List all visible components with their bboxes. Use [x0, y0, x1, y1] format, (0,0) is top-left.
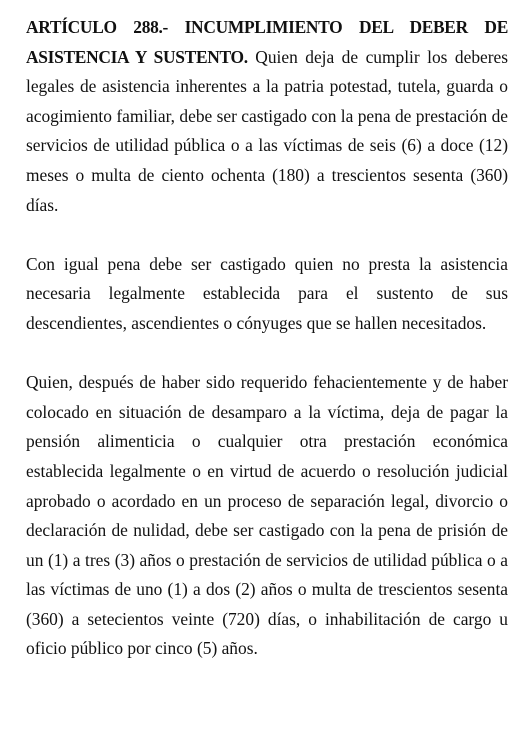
article-first-paragraph — [26, 13, 508, 220]
paragraph-spacer — [26, 339, 508, 369]
article-third-paragraph: Quien, después de haber sido requerido fehacientemente y de haber colocado en situación de desamparo a la víctima, deja de pagar la pensión alimenticia o cualquier otra prestación económica establecida legalmente o en virtud de acuerdo o resolución judicial aprobado o acordado en un proceso de separación legal, divorcio o declaración de nulidad, debe ser castigado con la pena de prisión de un (1) a tres (3) años o prestación de servicios de utilidad pública o a las víctimas de uno (1) a dos (2) años o multa de trescientos sesenta (360) a setecientos veinte (720) días, o inhabilitación de cargo u oficio público por cinco (5) años. — [26, 372, 508, 659]
paragraph-text: Quien deja de cumplir los deberes legales de asistencia inherentes a la patria potestad, tutela, guarda o acogimiento familiar, debe ser castigado con la pena de prestación de servicios de utilidad pública o a las víctimas de seis (6) a doce (12) meses o multa de ciento ochenta (180) a trescientos sesenta (360) días. — [26, 46, 509, 215]
legal-document — [26, 13, 508, 664]
paragraph-spacer — [26, 220, 508, 250]
article-second-paragraph: Con igual pena debe ser castigado quien no presta la asistencia necesaria legalmente establecida para el sustento de sus descendientes, ascendientes o cónyuges que se hallen necesitados. — [26, 253, 508, 333]
article-heading: ARTÍCULO 288.- INCUMPLIMIENTO DEL DEBER DE ASISTENCIA Y SUSTENTO. — [26, 17, 508, 67]
